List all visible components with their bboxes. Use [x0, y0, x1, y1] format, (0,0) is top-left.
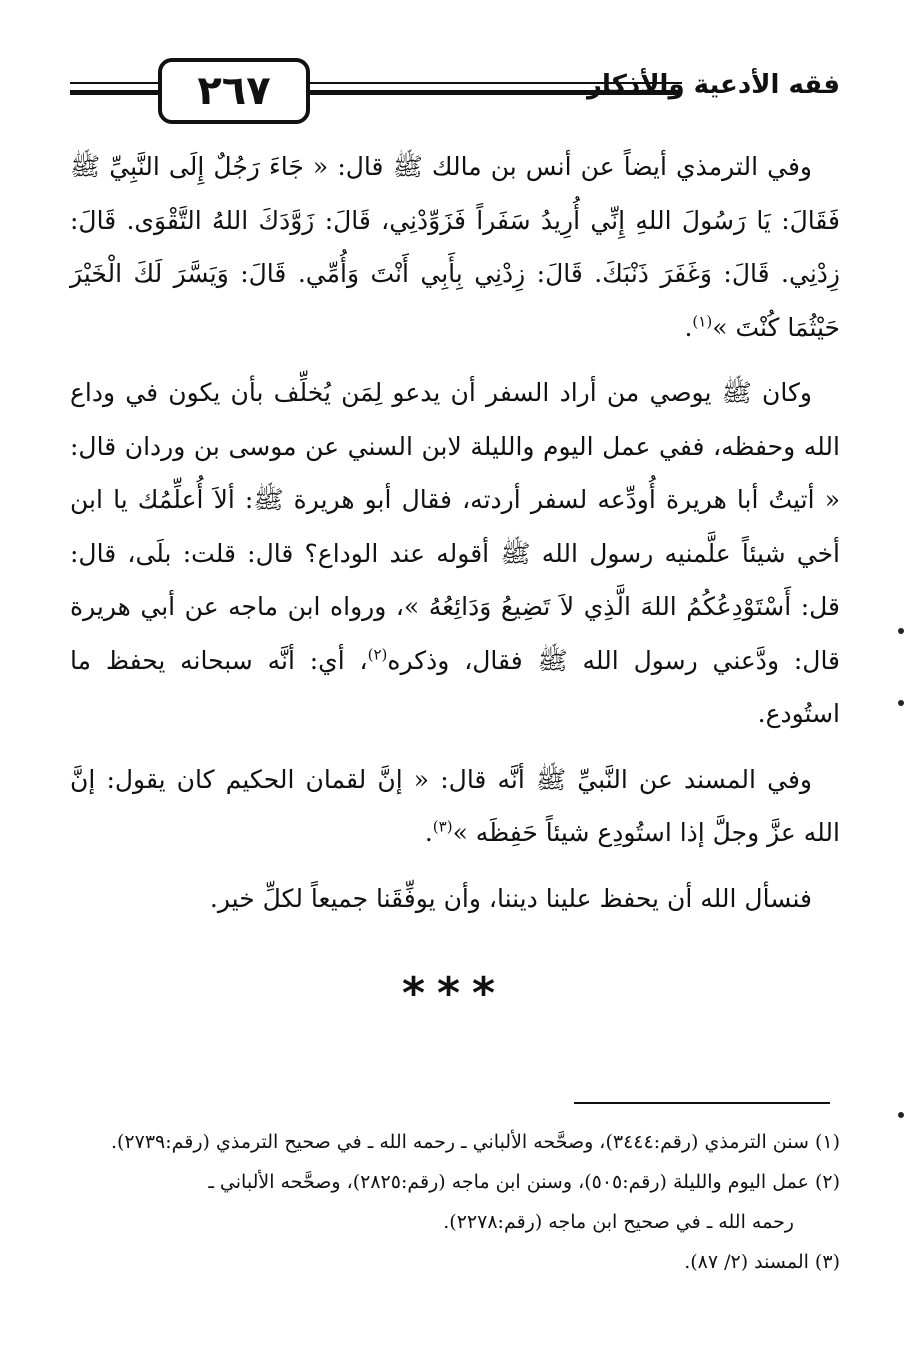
- footnote-ref-3[interactable]: (٣): [432, 817, 453, 836]
- section-separator: ***: [401, 968, 508, 1019]
- footnotes: [70, 1122, 840, 1282]
- page-header: [70, 58, 840, 128]
- paragraph-3: [70, 753, 840, 860]
- footnote-ref-2[interactable]: (٢): [367, 645, 388, 664]
- footnote-3: (٣) المسند (٢/ ٨٧).: [684, 1251, 840, 1273]
- paragraph-2-text: وكان ﷺ يوصي من أراد السفر أن يدعو لِمَن يُخلِّف بأن يكون في وداع الله وحفظه، ففي عمل اليوم والليلة لابن السني عن موسى بن وردان قال: « أتيتُ أبا هريرة أُودِّعه لسفر أردته، فقال أبو هريرة ﷺ: ألاَ أُعلِّمُك يا ابن أخي شيئاً علَّمنيه رسول الله ﷺ أقوله عند الوداع؟ قال: قلت: بلَى، قال: قل: أَسْتَوْدِعُكُمُ اللهَ الَّذِي لاَ تَضِيعُ وَدَائِعُهُ »، ورواه ابن ماجه عن أبي هريرة قال: ودَّعني رسول الله ﷺ فقال، وذكره: [70, 378, 841, 675]
- footnote-ref-1[interactable]: (١): [692, 312, 713, 331]
- paragraph-1-text: وفي الترمذي أيضاً عن أنس بن مالك ﷺ قال: « جَاءَ رَجُلٌ إِلَى النَّبِيِّ ﷺ فَقَالَ: يَا رَسُولَ اللهِ إِنِّي أُرِيدُ سَفَراً فَزَوِّدْنِي، قَالَ: زَوَّدَكَ اللهُ التَّقْوَى. قَالَ: زِدْنِي. قَالَ: وَغَفَرَ ذَنْبَكَ. قَالَ: زِدْنِي بِأَبِي أَنْتَ وَأُمِّي. قَالَ: وَيَسَّرَ لَكَ الْخَيْرَ حَيْثُمَا كُنْتَ »: [70, 152, 840, 342]
- paragraph-3-end: .: [424, 818, 433, 847]
- book-title: فقه الأدعية والأذكار: [587, 70, 840, 100]
- paragraph-1: [70, 140, 840, 354]
- paragraph-4: [70, 872, 840, 926]
- scan-mark: [898, 700, 904, 706]
- footnote-2-continued: رحمه الله ـ في صحيح ابن ماجه (رقم:٢٢٧٨).: [443, 1211, 794, 1233]
- scan-mark: [898, 628, 904, 634]
- header-rule-left-thin: [70, 82, 158, 84]
- paragraph-2-tail: ، أي: أنَّه سبحانه يحفظ ما استُودع.: [70, 645, 840, 728]
- paragraph-4-text: فنسأل الله أن يحفظ علينا ديننا، وأن يوفِّقَنا جميعاً لكلِّ خير.: [209, 883, 812, 913]
- paragraph-1-end: .: [684, 312, 693, 342]
- main-text: [70, 140, 840, 937]
- scan-mark: [898, 1112, 904, 1118]
- paragraph-2: [70, 366, 840, 741]
- header-rule-left-thick: [70, 90, 158, 95]
- footnote-2: (٢) عمل اليوم والليلة (رقم:٥٠٥)، وسنن ابن ماجه (رقم:٢٨٢٥)، وصحَّحه الألباني ـ: [208, 1171, 840, 1193]
- page-number: ٢٦٧: [158, 58, 310, 124]
- footnote-1: (١) سنن الترمذي (رقم:٣٤٤٤)، وصحَّحه الألباني ـ رحمه الله ـ في صحيح الترمذي (رقم:٢٧٣٩).: [110, 1131, 840, 1153]
- paragraph-3-text: وفي المسند عن النَّبيِّ ﷺ أنَّه قال: « إنَّ لقمان الحكيم كان يقول: إنَّ الله عزَّ وجلَّ إذا استُودِع شيئاً حَفِظَه »: [70, 764, 840, 847]
- footnote-divider: [574, 1102, 830, 1104]
